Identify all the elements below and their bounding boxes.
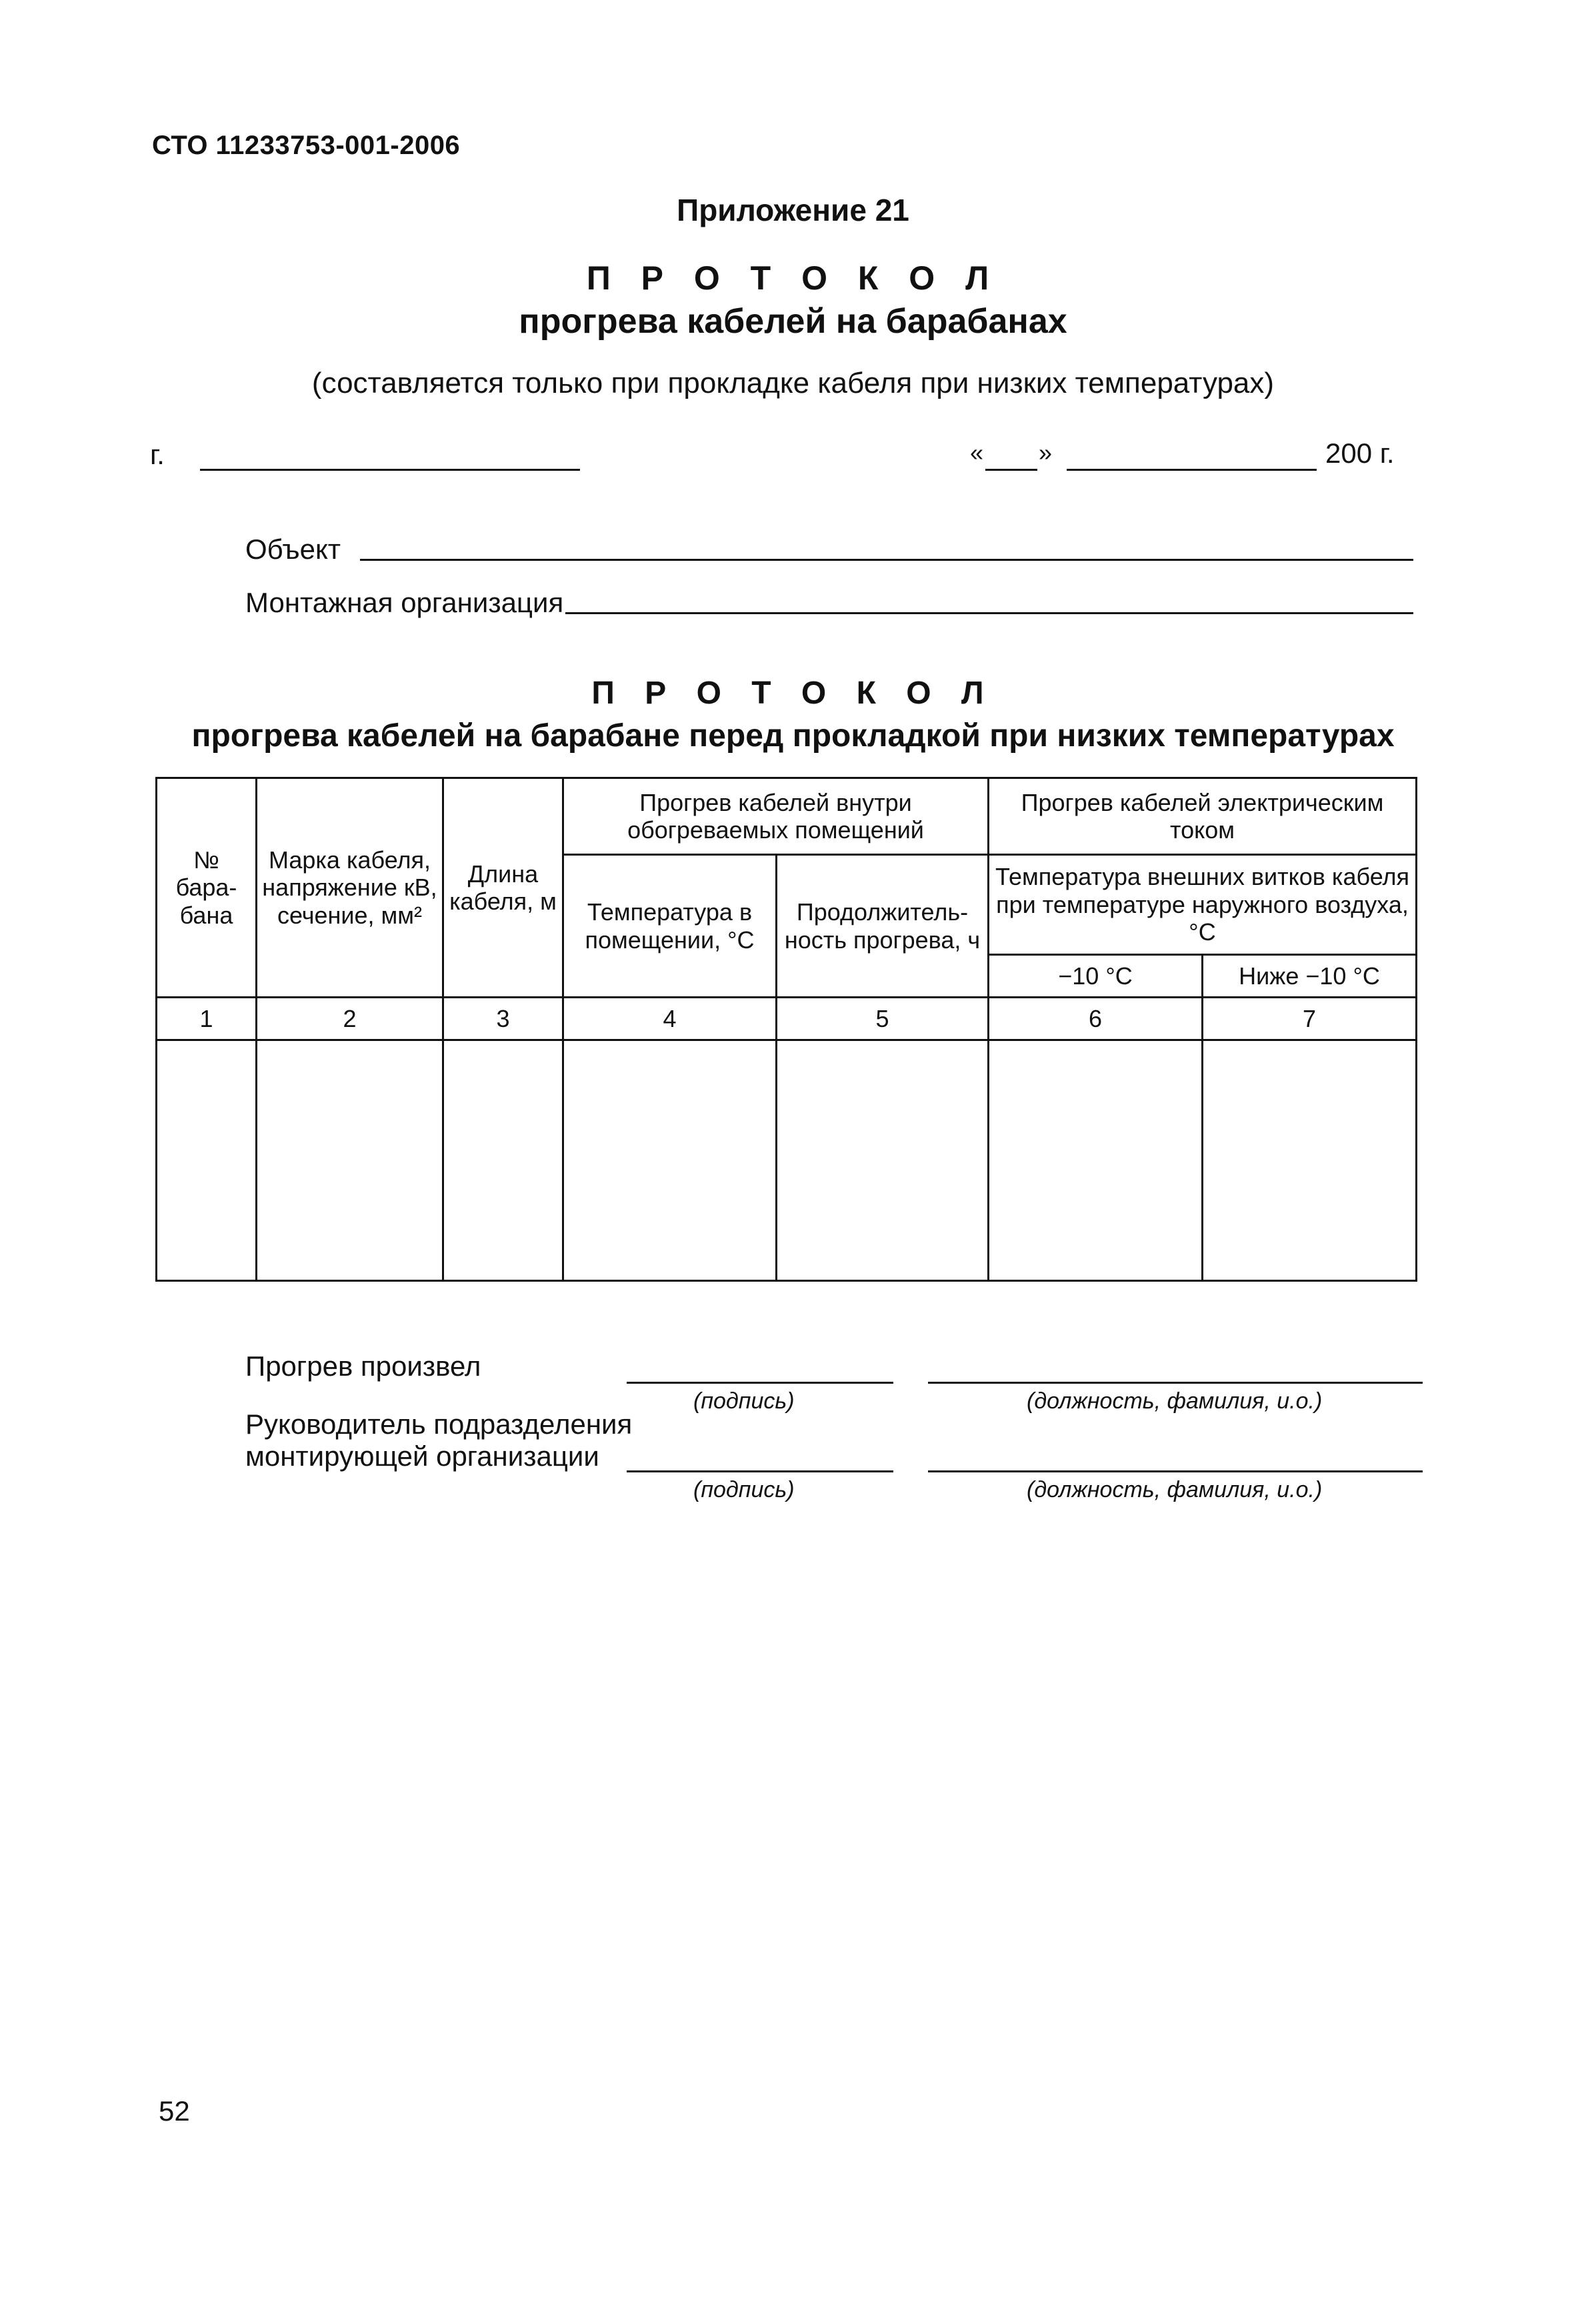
signature-caption-1: (подпись)	[693, 1388, 795, 1414]
header-outer-temperature: Температура внешних витков кабеля при температуре наружного воздуха, °С	[989, 855, 1417, 955]
cell-heating-duration[interactable]	[777, 1040, 989, 1281]
cell-cable-length[interactable]	[443, 1040, 563, 1281]
month-field[interactable]	[1067, 469, 1317, 471]
day-field[interactable]	[985, 469, 1037, 471]
cell-temp-below-minus-10[interactable]	[1203, 1040, 1417, 1281]
appendix-label: Приложение 21	[677, 193, 909, 227]
page-number: 52	[159, 2095, 190, 2127]
column-number: 7	[1203, 998, 1417, 1040]
column-number: 4	[563, 998, 777, 1040]
position-caption-1: (должность, фамилия, и.о.)	[1027, 1388, 1323, 1414]
column-number: 6	[989, 998, 1203, 1040]
heating-protocol-table	[155, 777, 1417, 1282]
object-field[interactable]	[360, 559, 1413, 561]
header-heating-electric: Прогрев кабелей электрическим током	[989, 778, 1417, 855]
signature-line-1[interactable]	[627, 1382, 893, 1384]
protocol-title: П Р О Т О К О Л	[586, 259, 1000, 297]
header-heating-duration: Продолжитель-ность прогрева, ч	[777, 855, 989, 998]
header-room-temperature: Температура в помещении, °С	[563, 855, 777, 998]
header-below-minus-10: Ниже −10 °С	[1203, 955, 1417, 998]
column-number: 2	[257, 998, 443, 1040]
organization-field[interactable]	[565, 612, 1413, 614]
cell-drum-number[interactable]	[157, 1040, 257, 1281]
table-subtitle: прогрева кабелей на барабане перед прокладкой при низких температурах	[191, 718, 1395, 754]
object-label: Объект	[245, 533, 341, 565]
department-head-label-line2: монтирующей организации	[245, 1440, 599, 1472]
city-label: г.	[150, 439, 165, 470]
header-drum-number: № бара-бана	[157, 778, 257, 998]
standard-code: СТО 11233753-001-2006	[152, 131, 461, 160]
column-number: 1	[157, 998, 257, 1040]
city-field[interactable]	[200, 469, 580, 471]
header-heating-inside: Прогрев кабелей внутри обогреваемых помещений	[563, 778, 989, 855]
position-caption-2: (должность, фамилия, и.о.)	[1027, 1477, 1323, 1502]
cell-cable-mark[interactable]	[257, 1040, 443, 1281]
column-number: 3	[443, 998, 563, 1040]
column-number: 5	[777, 998, 989, 1040]
table-title: П Р О Т О К О Л	[591, 676, 995, 711]
position-line-2[interactable]	[928, 1470, 1423, 1472]
header-minus-10: −10 °С	[989, 955, 1203, 998]
protocol-subtitle: прогрева кабелей на барабанах	[519, 302, 1067, 341]
position-line-1[interactable]	[928, 1382, 1423, 1384]
organization-label: Монтажная организация	[245, 587, 564, 618]
protocol-note: (составляется только при прокладке кабеля при низких температурах)	[311, 367, 1275, 399]
year-label: 200 г.	[1325, 437, 1395, 469]
date-close-quote: »	[1039, 439, 1053, 466]
signature-line-2[interactable]	[627, 1470, 893, 1472]
cell-temp-minus-10[interactable]	[989, 1040, 1203, 1281]
header-cable-mark: Марка кабеля, напряжение кВ, сечение, мм²	[257, 778, 443, 998]
signature-caption-2: (подпись)	[693, 1477, 795, 1502]
date-open-quote: «	[970, 439, 984, 466]
heated-by-label: Прогрев произвел	[245, 1350, 481, 1382]
department-head-label-line1: Руководитель подразделения	[245, 1408, 633, 1440]
cell-room-temperature[interactable]	[563, 1040, 777, 1281]
header-cable-length: Длина кабеля, м	[443, 778, 563, 998]
